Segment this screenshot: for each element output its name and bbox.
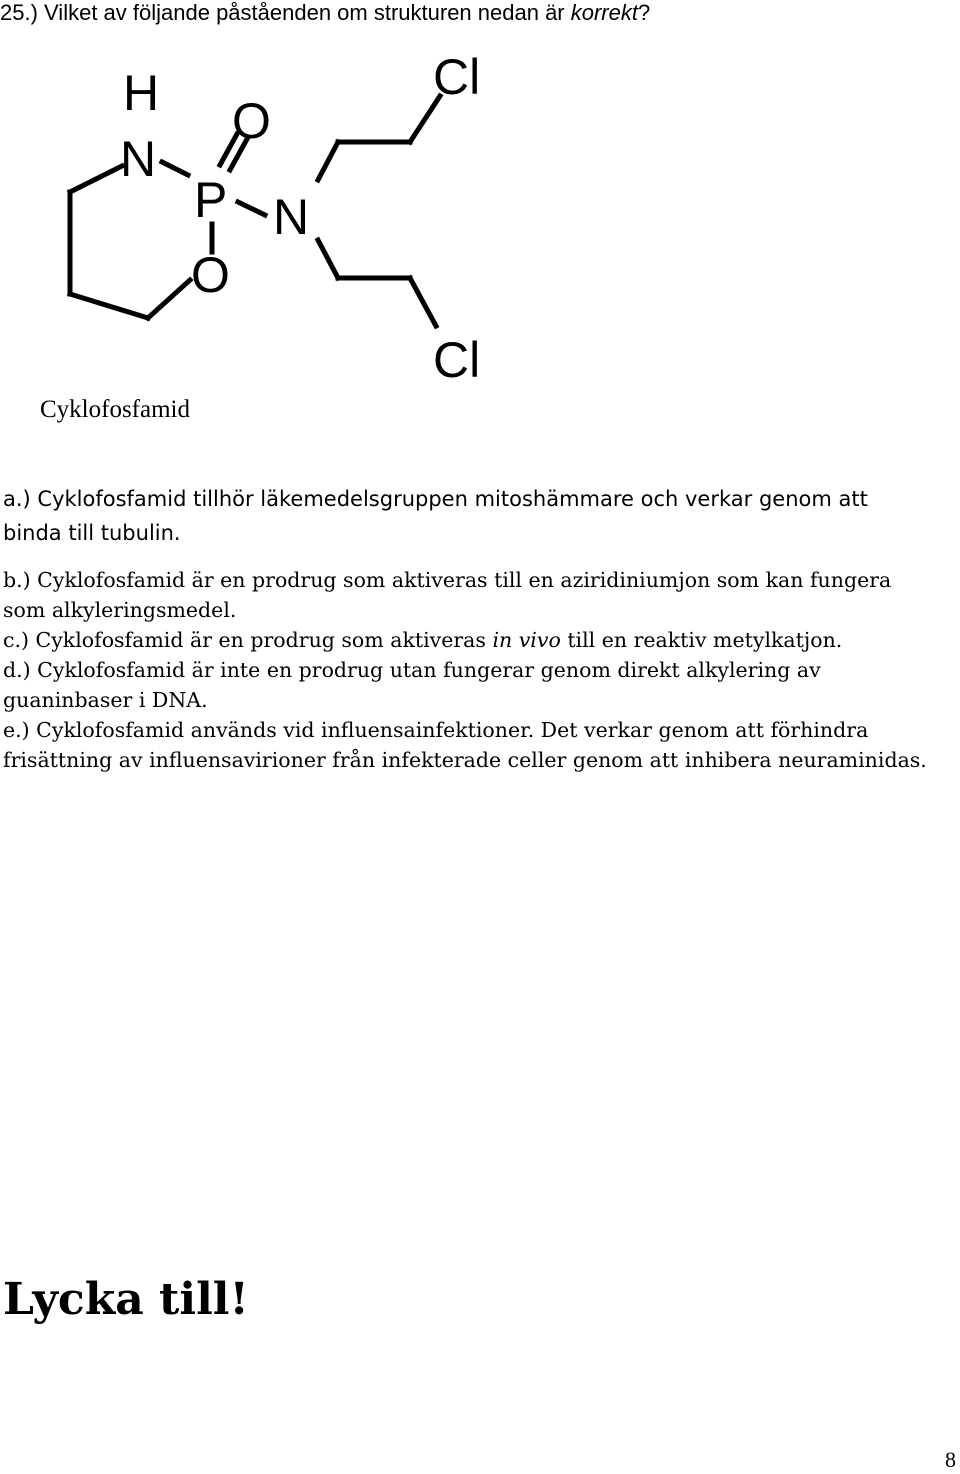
atom-cl-bottom: Cl xyxy=(433,332,481,387)
bond-n-c6 xyxy=(318,240,338,278)
question-end: ? xyxy=(638,0,651,25)
closing-message: Lycka till! xyxy=(3,1274,249,1325)
option-text: Cyklofosfamid är en prodrug som aktiveras xyxy=(29,628,493,652)
atom-o-double: O xyxy=(232,93,271,149)
page-number: 8 xyxy=(945,1447,956,1472)
option-letter: a.) xyxy=(3,487,31,511)
bond-c3-o xyxy=(148,280,190,318)
atom-n-amine: N xyxy=(273,189,310,245)
bond-n-c1 xyxy=(70,166,122,192)
option-letter: e.) xyxy=(3,718,30,742)
atom-n-ring: N xyxy=(120,131,157,187)
atom-h: H xyxy=(123,65,160,121)
option-gap xyxy=(3,550,933,565)
question-emphasis: korrekt xyxy=(570,0,638,25)
structure-diagram xyxy=(60,42,510,387)
option-e xyxy=(3,715,933,775)
option-b xyxy=(3,565,933,625)
bond-n-p xyxy=(162,162,188,175)
question-title xyxy=(0,0,650,28)
bond-p-n xyxy=(238,202,265,215)
question-number: 25.) xyxy=(0,0,38,25)
bond-c7-cl xyxy=(410,278,436,326)
answer-options xyxy=(3,482,933,775)
option-a xyxy=(3,482,933,550)
option-c xyxy=(3,625,933,655)
option-letter: d.) xyxy=(3,658,31,682)
option-text: Cyklofosfamid används vid influensainfektioner. Det verkar genom att förhindra frisättning av influensavirioner från infekterade celler genom att inhibera neuraminidas. xyxy=(3,718,927,772)
option-text: Cyklofosfamid tillhör läkemedelsgruppen mitoshämmare och verkar genom att binda till tubulin. xyxy=(3,487,868,545)
compound-name: Cyklofosfamid xyxy=(40,396,190,423)
option-italic-term: in vivo xyxy=(492,628,561,652)
option-d xyxy=(3,655,933,715)
atom-cl-top: Cl xyxy=(433,49,481,105)
atom-o-ring: O xyxy=(191,247,230,303)
option-text: Cyklofosfamid är en prodrug som aktiveras till en aziridiniumjon som kan fungera som alkyleringsmedel. xyxy=(3,568,892,622)
atom-p: P xyxy=(194,172,228,228)
option-text: Cyklofosfamid är inte en prodrug utan fungerar genom direkt alkylering av guaninbaser i DNA. xyxy=(3,658,821,712)
option-letter: c.) xyxy=(3,628,29,652)
question-text: Vilket av följande påståenden om strukturen nedan är xyxy=(37,0,571,25)
option-letter: b.) xyxy=(3,568,31,592)
bond-c2-c3 xyxy=(70,294,148,318)
option-text-end: till en reaktiv metylkatjon. xyxy=(560,628,843,652)
bond-n-c4 xyxy=(318,142,338,180)
